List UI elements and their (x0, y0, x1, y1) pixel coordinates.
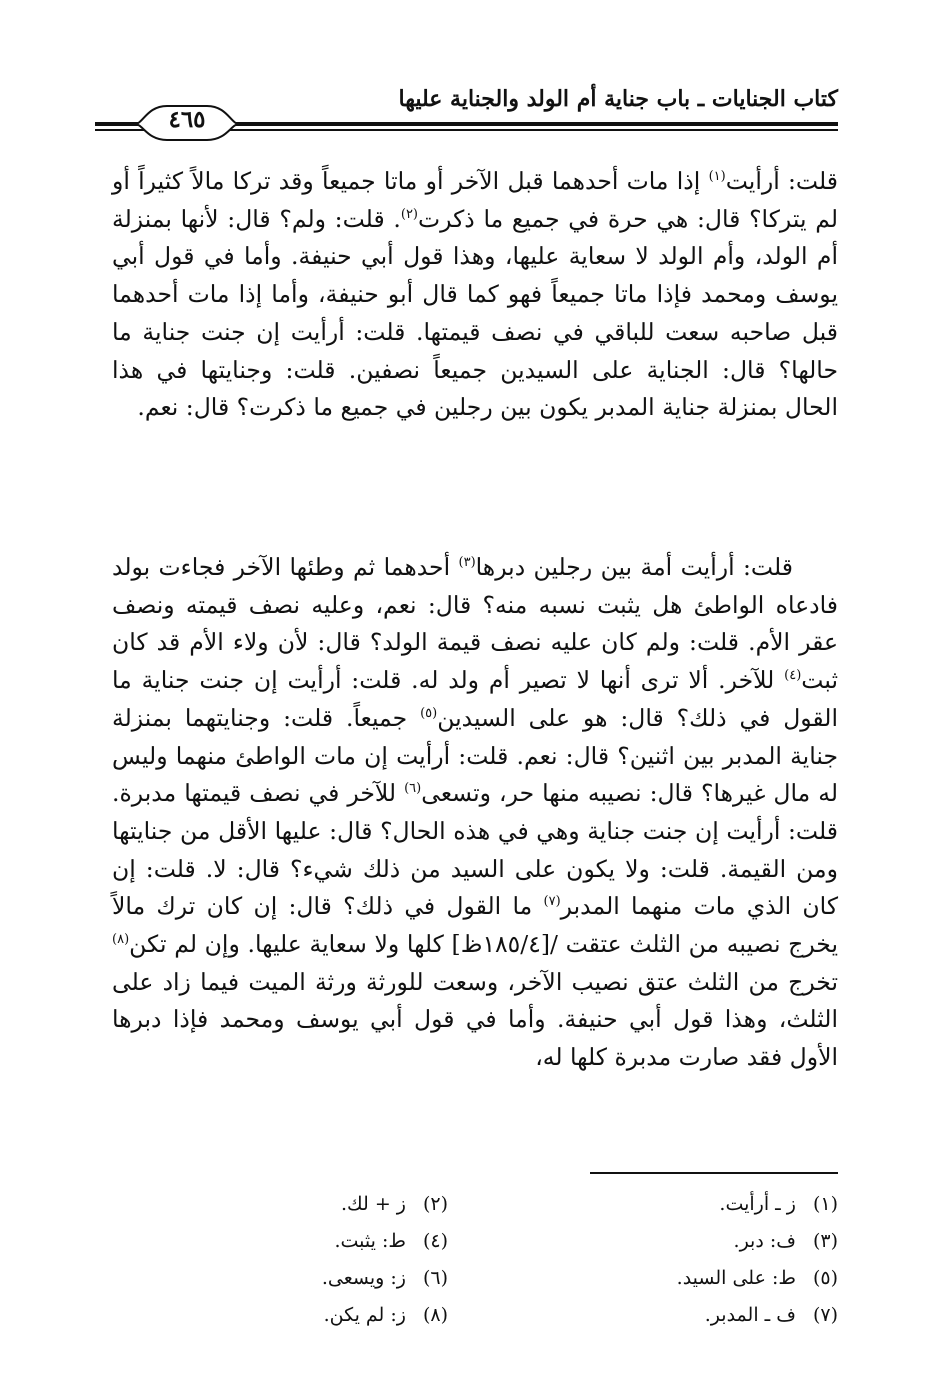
text-run: قلت: أرأيت (725, 167, 838, 195)
footnote-4 (334, 1223, 448, 1260)
text-run: أحدهما ثم وطئها الآخر فجاءت بولد فادعاه الواطئ هل يثبت نسبه منه؟ قال: نعم، وعليه نصف قيمته ونصف عقر الأم. قلت: ولم كان عليه نصف قيمة الولد؟ قال: لأن ولاء الأم قد كان ثبت (112, 553, 838, 695)
footnote-number: (٣) (812, 1230, 838, 1252)
footnote-ref: (٥) (420, 705, 438, 721)
footnote-ref: (١) (708, 169, 726, 185)
footnote-3 (734, 1223, 838, 1260)
footnote-ref: (٦) (404, 781, 422, 797)
text-run: جميعاً. قلت: وجنايتهما بمنزلة جناية المدبر بين اثنين؟ قال: نعم. قلت: أرأيت إن مات الواطئ منهما وليس له مال غيرها؟ قال: نصيبه منها حر، وتسعى (112, 703, 838, 808)
footnote-number: (٨) (422, 1304, 448, 1326)
footnote-separator (590, 1172, 838, 1174)
footnote-1 (719, 1186, 838, 1223)
footnote-ref: (٧) (543, 894, 561, 910)
footnote-6 (322, 1260, 448, 1297)
running-header (95, 80, 838, 160)
footnote-number: (٦) (422, 1267, 448, 1289)
footnote-text: ف: دبر. (733, 1230, 796, 1252)
footnote-number: (١) (812, 1193, 838, 1215)
text-run: للآخر في نصف قيمتها مدبرة. قلت: أرأيت إن جنت جناية وهي في هذه الحال؟ قال: عليها الأقل من جنايتها ومن القيمة. قلت: ولا يكون على السيد من ذلك شيء؟ قال: لا. قلت: إن كان الذي مات منهما المدبر (112, 779, 839, 921)
footnote-text: ط: على السيد. (676, 1267, 796, 1289)
paragraph-2 (112, 549, 838, 1077)
text-run: تخرج من الثلث عتق نصيب الآخر، وسعت للورثة ورثة الميت فيما زاد على الثلث، وهذا قول أبي حنيفة. وأما في قول أبي يوسف ومحمد فإذا دبرها الأول فقد صارت مدبرة كلها له، (112, 967, 838, 1072)
footnote-text: ز: ويسعى. (321, 1267, 406, 1289)
footnote-text: ف ـ المدبر. (704, 1304, 796, 1326)
footnote-text: ز ـ أرأيت. (719, 1193, 796, 1215)
footnote-number: (٥) (812, 1267, 838, 1289)
chapter-title: كتاب الجنايات ـ باب جناية أم الولد والجناية عليها (398, 86, 838, 112)
footnote-5 (677, 1260, 838, 1297)
footnote-ref: (٢) (400, 206, 418, 222)
footnote-2 (341, 1186, 448, 1223)
footnote-7 (705, 1297, 838, 1334)
text-run: . قلت: ولم؟ قال: لأنها بمنزلة أم الولد، وأم الولد لا سعاية عليها، وهذا قول أبي حنيفة. وأما في قول أبي يوسف ومحمد فإذا ماتا جميعاً فهو كما قال أبو حنيفة، وأما إذا مات أحدهما قبل صاحبه سعت للباقي في نصف قيمتها. قلت: أرأيت إن جنت جناية ما حالها؟ قال: الجناية على السيدين جميعاً نصفين. قلت: وجنايتها في هذا الحال بمنزلة جناية المدبر يكون بين رجلين في جميع ما ذكرت؟ قال: نعم. (112, 204, 838, 422)
footnote-number: (٤) (422, 1230, 448, 1252)
page-number: ٤٦٥ (168, 106, 206, 133)
text-run: قلت: أرأيت أمة بين رجلين دبرها (475, 553, 793, 581)
paragraph-1 (112, 163, 838, 427)
footnote-number: (٧) (812, 1304, 838, 1326)
text-run: ما القول في ذلك؟ قال: إن كان ترك مالاً يخرج نصيبه من الثلث عتقت /[١٨٥/٤ظ] كلها ولا سعاية عليها. وإن لم تكن (112, 892, 838, 959)
page-number-badge (133, 102, 241, 142)
text-run: إذا مات أحدهما قبل الآخر أو ماتا جميعاً وقد تركا مالاً كثيراً أو لم يتركا؟ قال: هي حرة في جميع ما ذكرت (112, 167, 838, 233)
footnote-number: (٢) (422, 1193, 448, 1215)
footnote-text: ز: لم يكن. (323, 1304, 406, 1326)
footnote-text: ز + لك. (340, 1193, 406, 1215)
footnote-text: ط: يثبت. (334, 1230, 406, 1252)
text-run: للآخر. ألا ترى أنها لا تصير أم ولد له. قلت: أرأيت إن جنت جناية ما القول في ذلك؟ قال: هو على السيدين (112, 666, 839, 732)
footnote-ref: (٨) (112, 932, 130, 948)
footnote-8 (324, 1297, 448, 1334)
footnote-ref: (٤) (784, 668, 802, 684)
footnote-ref: (٣) (458, 555, 476, 571)
